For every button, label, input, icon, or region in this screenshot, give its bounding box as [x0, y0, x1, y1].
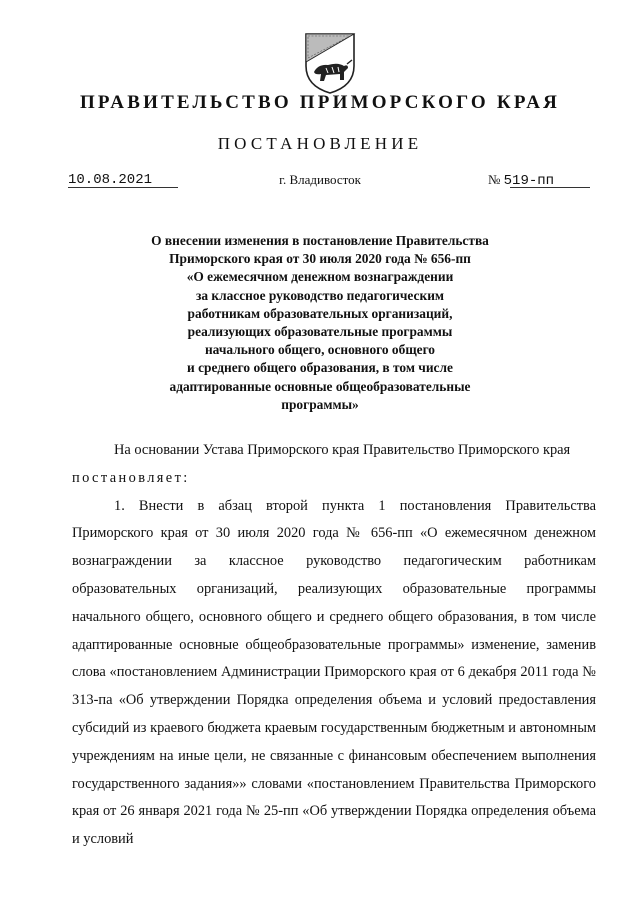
- title-line: и среднего общего образования, в том числе: [187, 360, 453, 376]
- title-line: Приморского края от 30 июля 2020 года № 656-пп: [169, 251, 471, 267]
- item-1-paragraph: 1. Внести в абзац второй пункта 1 постановления Правительства Приморского края от 30 июля 2020 года № 656-пп «О ежемесячном денежном вознаграждении за классное руководство педагогическим работникам образовательных организаций, реализующих образовательные программы начального общего, основного общего и среднего общего образования, в том числе адаптированные основные общеобразовательные программы» изменение, заменив слова «постановлением Администрации Приморского края от 6 декабря 2011 года № 313-па «Об утверждении Порядка определения объема и условий предоставления субсидий из краевого бюджета краевым государственным бюджетным и автономным учреждениям на иные цели, не связанные с финансовым обеспечением выполнения государственного задания»» словами «постановлением Правительства Приморского края от 26 января 2021 года № 25-пп «Об утверждении Порядка определения объема и условий: [72, 497, 596, 848]
- organization-name: ПРАВИТЕЛЬСТВО ПРИМОРСКОГО КРАЯ: [79, 92, 561, 113]
- decree-word: постановляет:: [72, 469, 190, 486]
- document-city: г. Владивосток: [279, 172, 361, 187]
- title-line: работникам образовательных организаций,: [187, 305, 453, 321]
- title-line: «О ежемесячном денежном вознаграждении: [186, 269, 454, 285]
- coat-of-arms-icon: [300, 28, 360, 96]
- title-line: начального общего, основного общего: [204, 342, 436, 358]
- title-line: адаптированные основные общеобразовательные: [169, 378, 471, 394]
- number-prefix: №: [488, 172, 501, 187]
- document-date: 10.08.2021: [68, 172, 153, 188]
- document-body: [72, 437, 596, 854]
- title-line: О внесении изменения в постановление Правительства: [151, 233, 489, 248]
- number-value: 519-пп: [503, 173, 555, 189]
- title-line: за классное руководство педагогическим: [195, 287, 445, 303]
- document-type: ПОСТАНОВЛЕНИЕ: [217, 134, 423, 153]
- preamble-paragraph: На основании Устава Приморского края Правительство Приморского края: [114, 442, 571, 458]
- document-title: [100, 232, 540, 414]
- title-line: реализующих образовательные программы: [187, 324, 453, 340]
- title-line: программы»: [281, 396, 359, 412]
- number-underline: [510, 187, 590, 188]
